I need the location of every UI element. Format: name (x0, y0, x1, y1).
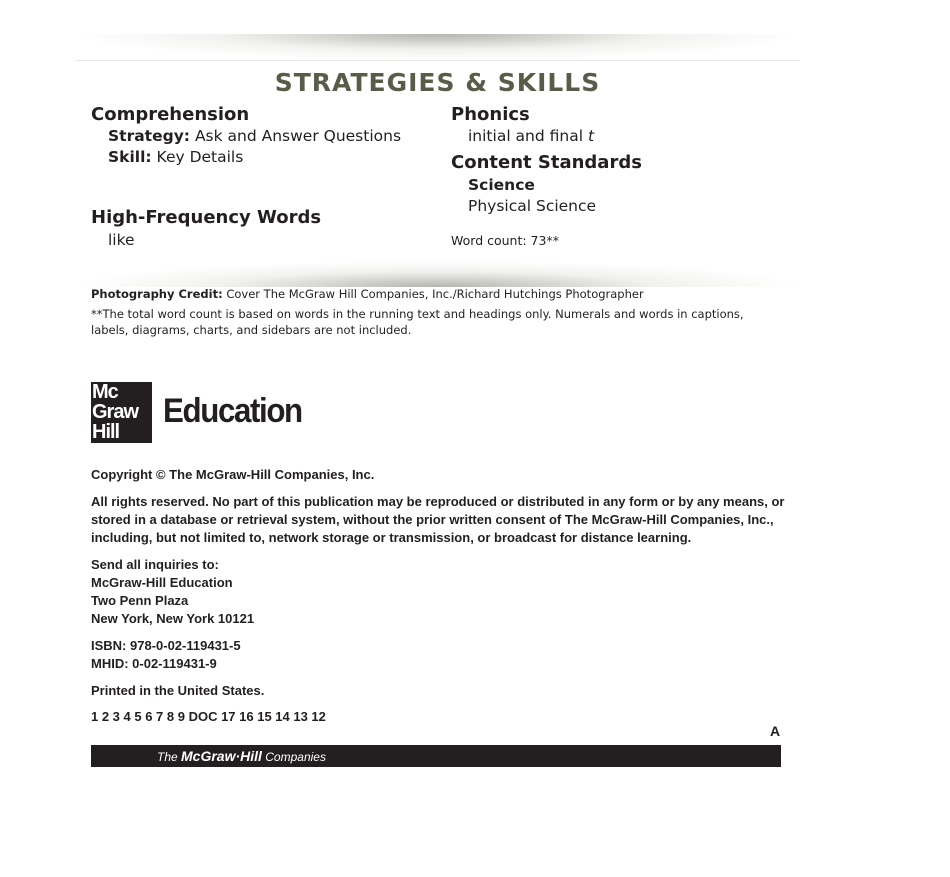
logo-education-word: Education (163, 392, 302, 430)
edition-letter: A (770, 723, 781, 739)
standards-subject: Science (468, 176, 535, 194)
logo-line-1: Mc (92, 381, 118, 403)
logo-line-2: Graw (92, 401, 139, 423)
rights-statement: All rights reserved. No part of this publication may be reproduced or distributed in any form or by any means, or stored in a database or retrieval system, without the prior written consent of The McGraw-Hill Companies, Inc., including, but not limited to, network storage or transmission, or broadcast for distance learning. (91, 494, 785, 545)
skill-line (108, 148, 243, 166)
skill-value: Key Details (156, 148, 244, 166)
strategy-value: Ask and Answer Questions (194, 127, 402, 145)
box-top-shadow (75, 34, 800, 61)
phonics-text (468, 127, 594, 145)
phonics-letter: t (587, 127, 595, 145)
footer-companies: Companies (261, 750, 326, 764)
photo-credit (91, 287, 644, 301)
mhid: MHID: 0-02-119431-9 (91, 656, 217, 671)
copyright-line: Copyright © The McGraw-Hill Companies, Inc. (91, 467, 375, 482)
strategy-label: Strategy: (108, 127, 190, 145)
footer-the: The (157, 750, 182, 764)
logo-line-3: Hill (92, 421, 120, 443)
printed-in: Printed in the United States. (91, 683, 265, 698)
comprehension-heading: Comprehension (91, 104, 250, 125)
mcgraw-hill-logo (91, 382, 152, 443)
strategy-line (108, 127, 401, 145)
address-line-4: New York, New York 10121 (91, 611, 255, 626)
standards-topic: Physical Science (468, 197, 597, 215)
footer-brand: McGraw·Hill (181, 748, 262, 764)
standards-heading: Content Standards (451, 152, 642, 173)
word-count: Word count: 73** (451, 233, 559, 248)
photo-credit-text: Cover The McGraw Hill Companies, Inc./Richard Hutchings Photographer (226, 287, 644, 301)
word-count-note: **The total word count is based on words in the running text and headings only. Numerals and words in captions, labels, diagrams, charts, and sidebars are not included. (91, 307, 744, 337)
address-line-3: Two Penn Plaza (91, 593, 189, 608)
hfw-word: like (108, 231, 135, 249)
box-bottom-shadow (75, 261, 800, 287)
isbn: ISBN: 978-0-02-119431-5 (91, 638, 241, 653)
address-line-2: McGraw-Hill Education (91, 575, 233, 590)
photo-credit-label: Photography Credit: (91, 287, 223, 301)
phonics-heading: Phonics (451, 104, 530, 125)
printing-line: 1 2 3 4 5 6 7 8 9 DOC 17 16 15 14 13 12 (91, 709, 326, 724)
skill-label: Skill: (108, 148, 152, 166)
address-line-1: Send all inquiries to: (91, 557, 219, 572)
phonics-text-main: initial and final (468, 127, 588, 145)
footer-bar (91, 745, 781, 767)
box-title: STRATEGIES & SKILLS (274, 68, 601, 97)
hfw-heading: High-Frequency Words (91, 207, 322, 228)
